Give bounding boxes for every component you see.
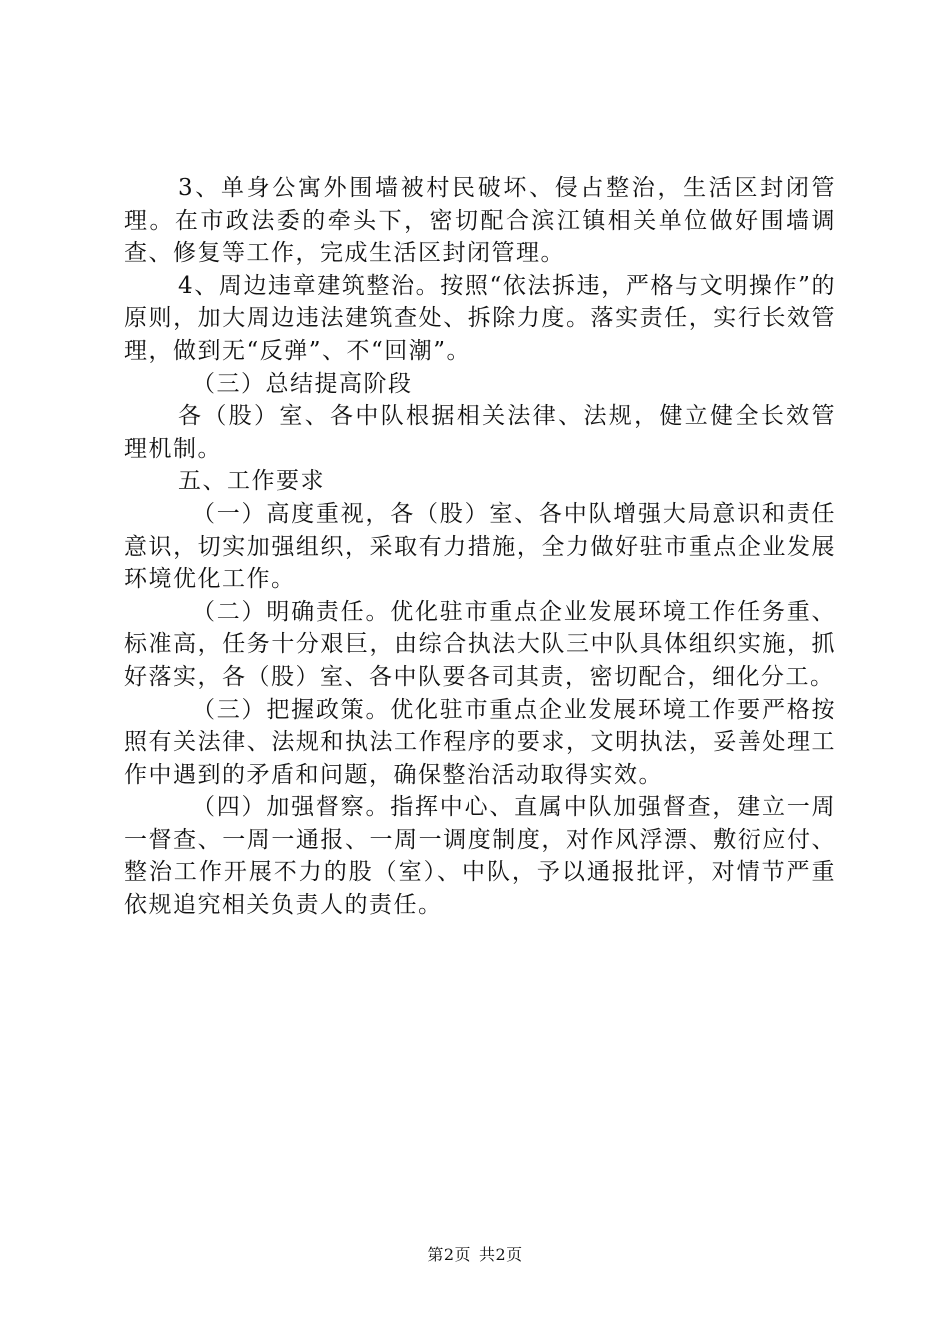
- paragraph-mechanism: 各（股）室、各中队根据相关法律、法规，健立健全长效管理机制。: [124, 403, 836, 462]
- requirement-4: （四）加强督察。指挥中心、直属中队加强督查，建立一周一督查、一周一通报、一周一调度制度，对作风浮漂、敷衍应付、整治工作开展不力的股（室）、中队，予以通报批评，对情节严重依规追究相关负责人的责任。: [124, 794, 836, 919]
- requirement-2: （二）明确责任。优化驻市重点企业发展环境工作任务重、标准高，任务十分艰巨，由综合执法大队三中队具体组织实施，抓好落实，各（股）室、各中队要各司其责，密切配合，细化分工。: [124, 598, 836, 690]
- section-heading-requirements: 五、工作要求: [178, 468, 325, 495]
- document-body: [124, 172, 836, 922]
- page-number: 第2页: [427, 1245, 471, 1264]
- section-heading-summary: （三）总结提高阶段: [192, 370, 413, 397]
- page-total: 共2页: [479, 1245, 523, 1264]
- requirement-3: （三）把握政策。优化驻市重点企业发展环境工作要严格按照有关法律、法规和执法工作程序的要求，文明执法，妥善处理工作中遇到的矛盾和问题，确保整治活动取得实效。: [124, 696, 836, 788]
- paragraph-item-3: 3、单身公寓外围墙被村民破坏、侵占整治，生活区封闭管理。在市政法委的牵头下，密切配合滨江镇相关单位做好围墙调查、修复等工作，完成生活区封闭管理。: [124, 175, 836, 267]
- page-footer: [0, 1245, 950, 1265]
- paragraph-item-4: 4、周边违章建筑整治。按照“依法拆违，严格与文明操作”的原则，加大周边违法建筑查处、拆除力度。落实责任，实行长效管理，做到无“反弹”、不“回潮”。: [124, 272, 836, 364]
- requirement-1: （一）高度重视，各（股）室、各中队增强大局意识和责任意识，切实加强组织，采取有力措施，全力做好驻市重点企业发展环境优化工作。: [124, 500, 836, 593]
